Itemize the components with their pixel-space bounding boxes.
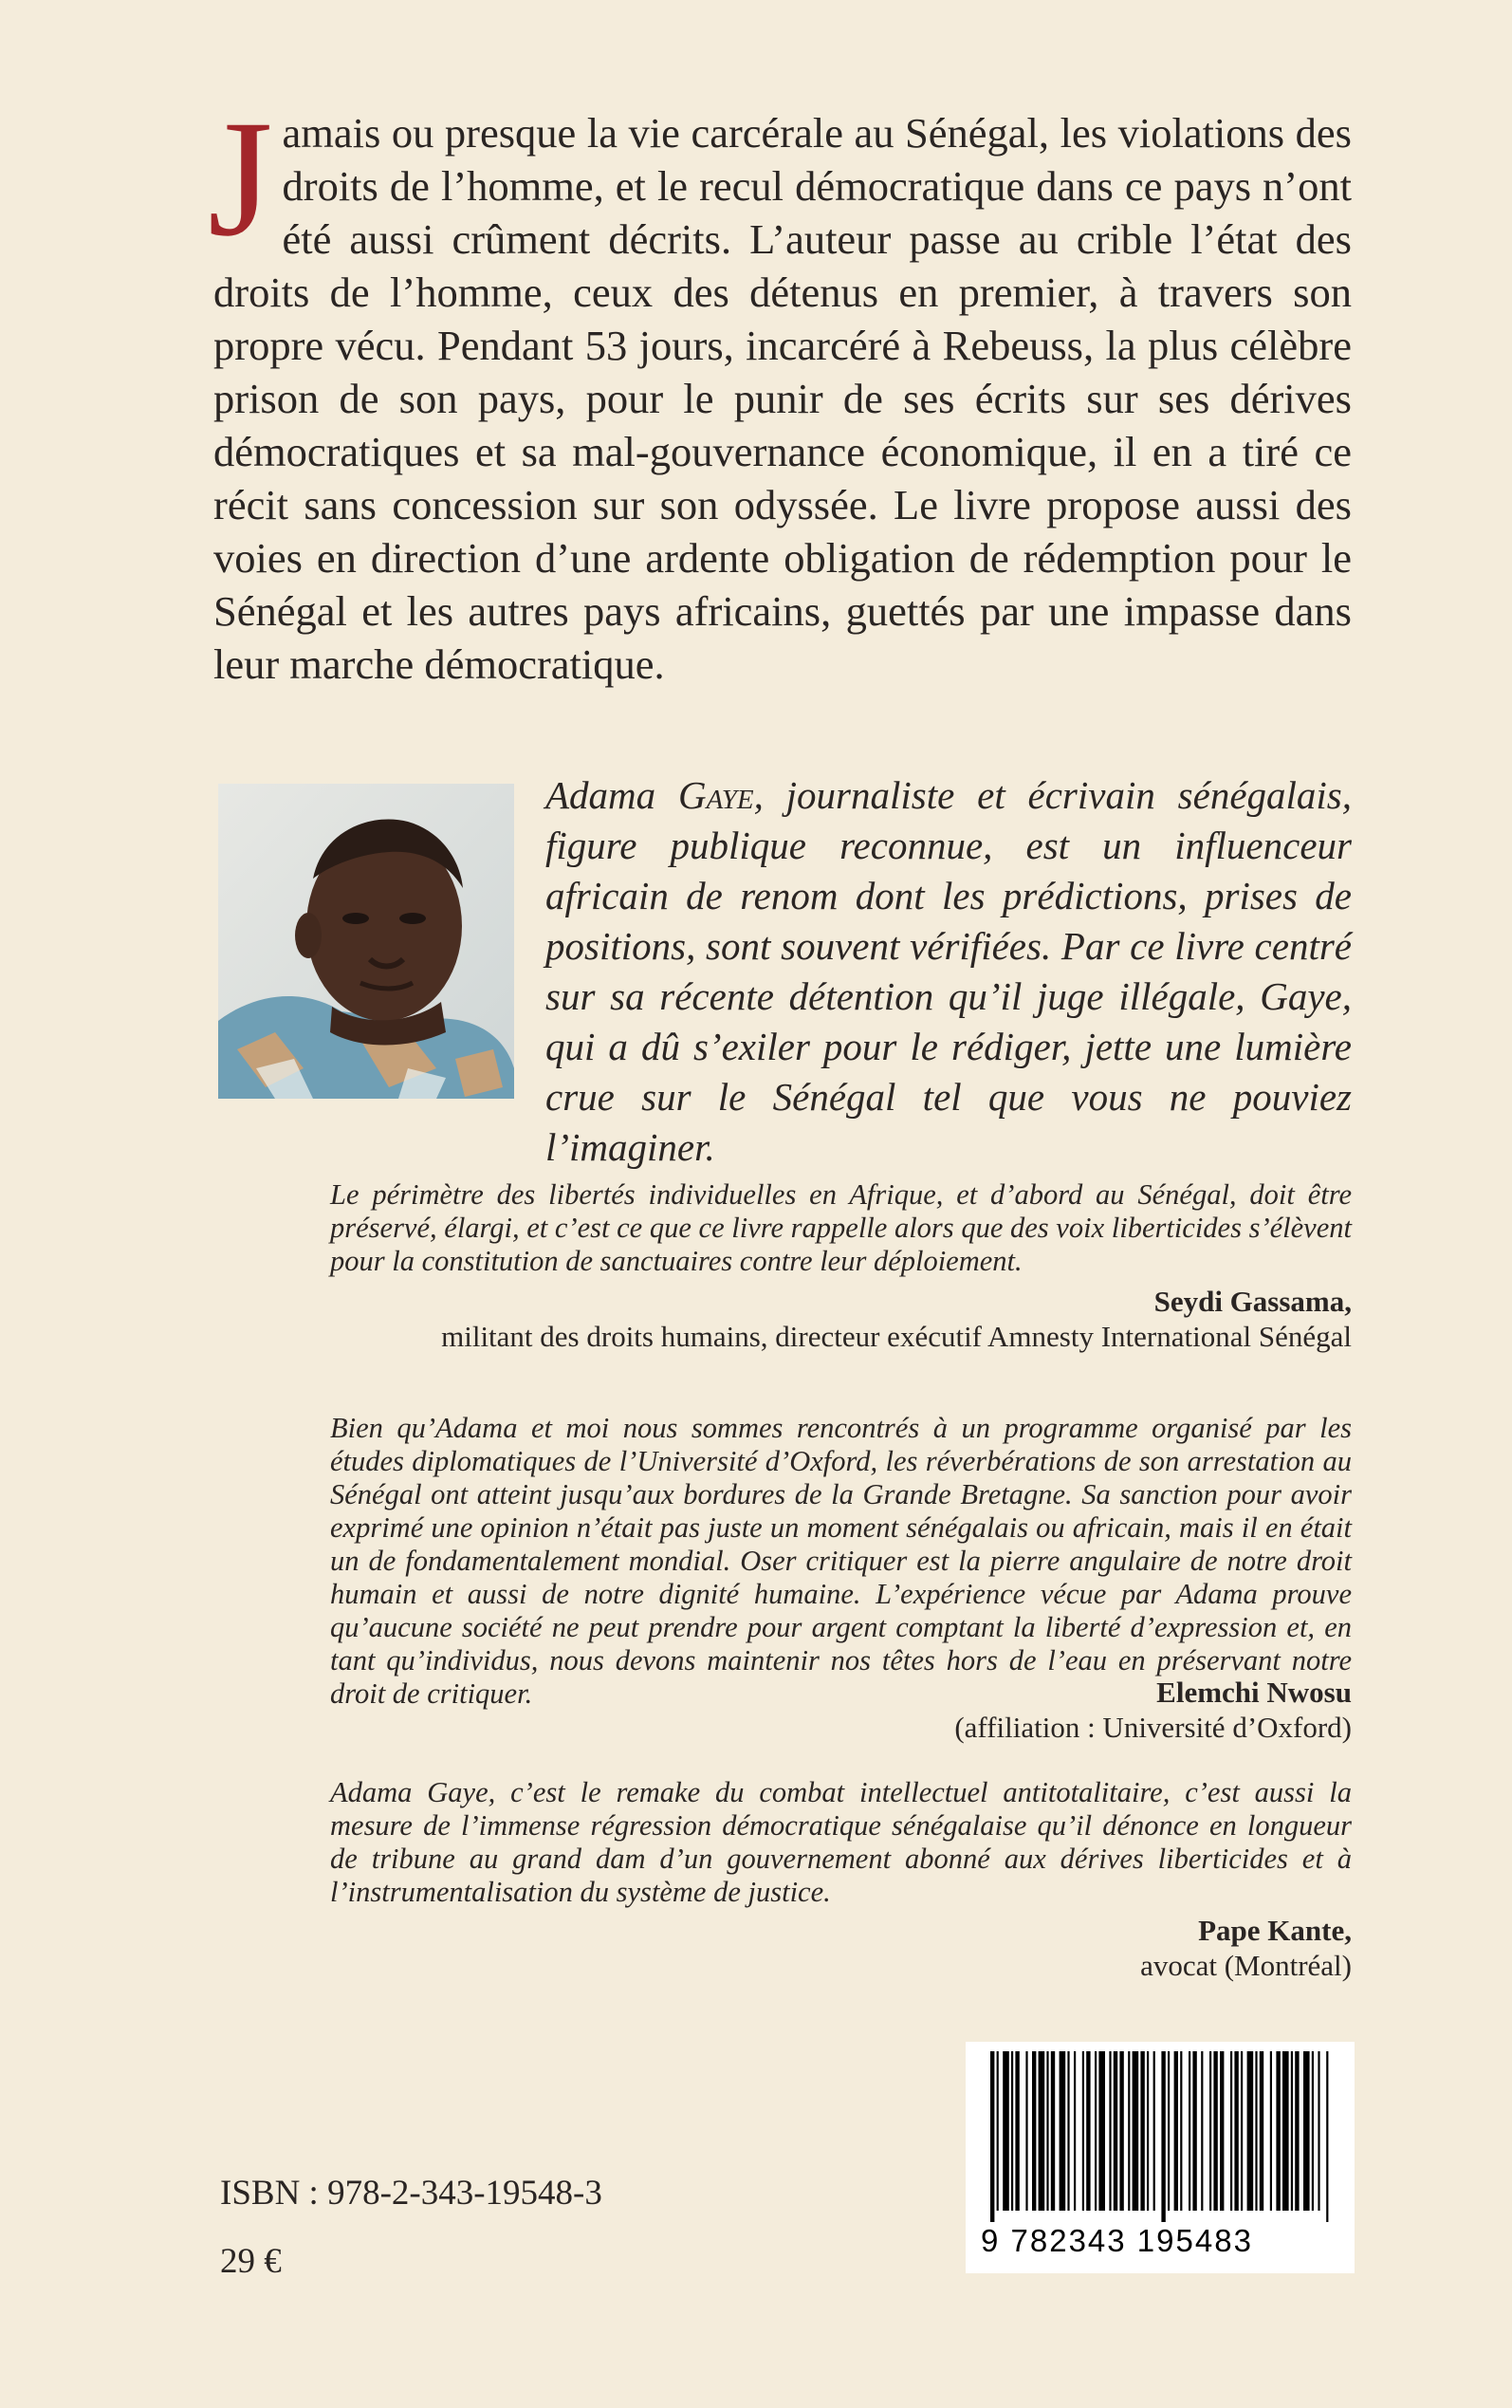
barcode-bar	[1147, 2051, 1149, 2211]
author-first-name: Adama	[545, 773, 656, 817]
barcode-bar	[1086, 2051, 1090, 2211]
barcode-bar	[1003, 2051, 1009, 2211]
quote-3-text: Adama Gaye, c’est le remake du combat intellectuel antitotalitaire, c’est aussi la mesure de l’immense régression démocratique sénégalaise qu’il dénonce en longueur de tribune au grand dam d’un gouvernement abonné aux dérives liberticides et à l’instrumentalisation du système de justice.	[330, 1776, 1352, 1908]
quote-3-author: Pape Kante,	[1198, 1914, 1352, 1947]
barcode-bar	[1312, 2051, 1314, 2211]
quote-2-text: Bien qu’Adama et moi nous sommes rencontrés à un programme organisé par les études diplomatiques de l’Université d’Oxford, les réverbérations de son arrestation au Sénégal ont atteint jusqu’aux bordures de la Grande Bretagne. Sa sanction pour avoir exprimé une opinion n’était pas juste un moment sénégalais ou africain, mais il en était un de fondamentalement mondial. Oser critiquer est la pierre angulaire de notre droit humain et aussi de notre dignité humaine. L’expérience vécue par Adama prouve qu’aucune société ne peut prendre pour argent comptant la liberté d’expression et, en tant qu’individus, nous devons maintenir nos têtes hors de l’eau en préservant notre droit de critiquer.	[330, 1412, 1352, 1710]
barcode-bar	[1060, 2051, 1066, 2211]
barcode-bar	[1276, 2051, 1280, 2211]
barcode-bar	[1270, 2051, 1272, 2211]
barcode-bar	[1318, 2051, 1319, 2211]
barcode-bar	[1025, 2051, 1027, 2211]
barcode-bar	[1082, 2051, 1084, 2211]
quote-3-role: avocat (Montréal)	[1140, 1949, 1352, 1982]
barcode-bar	[1192, 2051, 1196, 2211]
barcode-bar	[1153, 2051, 1155, 2211]
quote-2-author: Elemchi Nwosu	[1156, 1676, 1352, 1709]
barcode-bar	[1114, 2051, 1117, 2211]
drop-cap: J	[208, 86, 273, 271]
intro-paragraph	[208, 86, 1352, 691]
barcode-bar	[1168, 2051, 1170, 2211]
barcode-bar	[1074, 2051, 1076, 2211]
isbn: ISBN : 978-2-343-19548-3	[220, 2174, 602, 2213]
barcode-bar	[1032, 2051, 1036, 2211]
barcode-bar	[1098, 2051, 1105, 2211]
author-bio	[545, 770, 1352, 1173]
barcode-bar	[1241, 2051, 1243, 2211]
author-bio-text: , journaliste et écrivain sénégalais, figure publique reconnue, est un influenceur africain de renom dont les prédictions, prises de positions, sont souvent vérifiées. Par ce livre centré sur sa récente détention qu’il juge illégale, Gaye, qui a dû s’exiler pour le rédiger, jette une lumière crue sur le Sénégal tel que vous ne pouviez l’imaginer.	[545, 773, 1353, 1169]
quote-1-author: Seydi Gassama,	[1153, 1285, 1352, 1318]
barcode-bar	[997, 2051, 999, 2211]
barcode-bar	[1067, 2051, 1069, 2211]
barcode-bar	[1189, 2051, 1190, 2211]
quote-1-text: Le périmètre des libertés individuelles en Afrique, et d’abord au Sénégal, doit être préservé, élargi, et c’est ce que ce livre rappelle alors que des voix liberticides s’élèvent pour la constitution de sanctuaires contre leur déploiement.	[330, 1178, 1352, 1277]
barcode-bar	[1039, 2051, 1045, 2211]
intro-text: amais ou presque la vie carcérale au Sénégal, les violations des droits de l’homme, et le recul démocratique dans ce pays n’ont été aussi crûment décrits. L’auteur passe au crible l’état des droits de l’homme, ceux des détenus en premier, à travers son propre vécu. Pendant 53 jours, incarcéré à Rebeuss, la plus célèbre prison de son pays, pour le punir de ses écrits sur ses dérives démocratiques et sa mal-gouvernance économique, il en a tiré ce récit sans concession sur son odyssée. Le livre propose aussi des voies en direction d’une ardente obligation de rédemption pour le Sénégal et les autres pays africains, guettés par une impasse dans leur marche démocratique.	[213, 109, 1352, 688]
barcode-bar	[1255, 2051, 1257, 2211]
barcode-bar	[1295, 2051, 1299, 2211]
barcode	[966, 2042, 1355, 2273]
barcode-bar	[1128, 2051, 1130, 2211]
quote-2-role: (affiliation : Université d’Oxford)	[954, 1711, 1352, 1744]
barcode-bar	[1230, 2051, 1232, 2211]
barcode-bar	[1133, 2051, 1139, 2211]
author-portrait-image	[218, 784, 514, 1099]
author-photo	[218, 784, 514, 1099]
barcode-bar	[1051, 2051, 1055, 2211]
barcode-bar	[1303, 2051, 1310, 2211]
barcode-digits: 9 782343 195483	[981, 2223, 1253, 2258]
barcode-bar	[1174, 2051, 1178, 2211]
barcode-bar	[1180, 2051, 1182, 2211]
barcode-bar	[990, 2051, 994, 2222]
barcode-bar	[1326, 2051, 1328, 2222]
quote-1-role: militant des droits humains, directeur exécutif Amnesty International Sénégal	[441, 1320, 1352, 1353]
author-last-name: Gaye	[677, 773, 754, 817]
barcode-bar	[1213, 2051, 1217, 2211]
barcode-bar	[1011, 2051, 1013, 2211]
barcode-bar	[1291, 2051, 1293, 2211]
barcode-bar	[1161, 2051, 1165, 2222]
barcode-bar	[1234, 2051, 1238, 2211]
barcode-bar	[1095, 2051, 1097, 2211]
barcode-bar	[1015, 2051, 1019, 2211]
barcode-bar	[1247, 2051, 1254, 2211]
barcode-bar	[1046, 2051, 1048, 2211]
barcode-bars	[983, 2051, 1337, 2222]
barcode-bar	[1282, 2051, 1289, 2211]
price: 29 €	[220, 2242, 282, 2281]
barcode-bar	[1209, 2051, 1211, 2211]
barcode-bar	[1220, 2051, 1224, 2211]
barcode-bar	[1140, 2051, 1144, 2211]
barcode-bar	[1201, 2051, 1203, 2211]
barcode-bar	[1260, 2051, 1263, 2211]
barcode-bar	[1109, 2051, 1111, 2211]
barcode-bar	[1119, 2051, 1123, 2211]
